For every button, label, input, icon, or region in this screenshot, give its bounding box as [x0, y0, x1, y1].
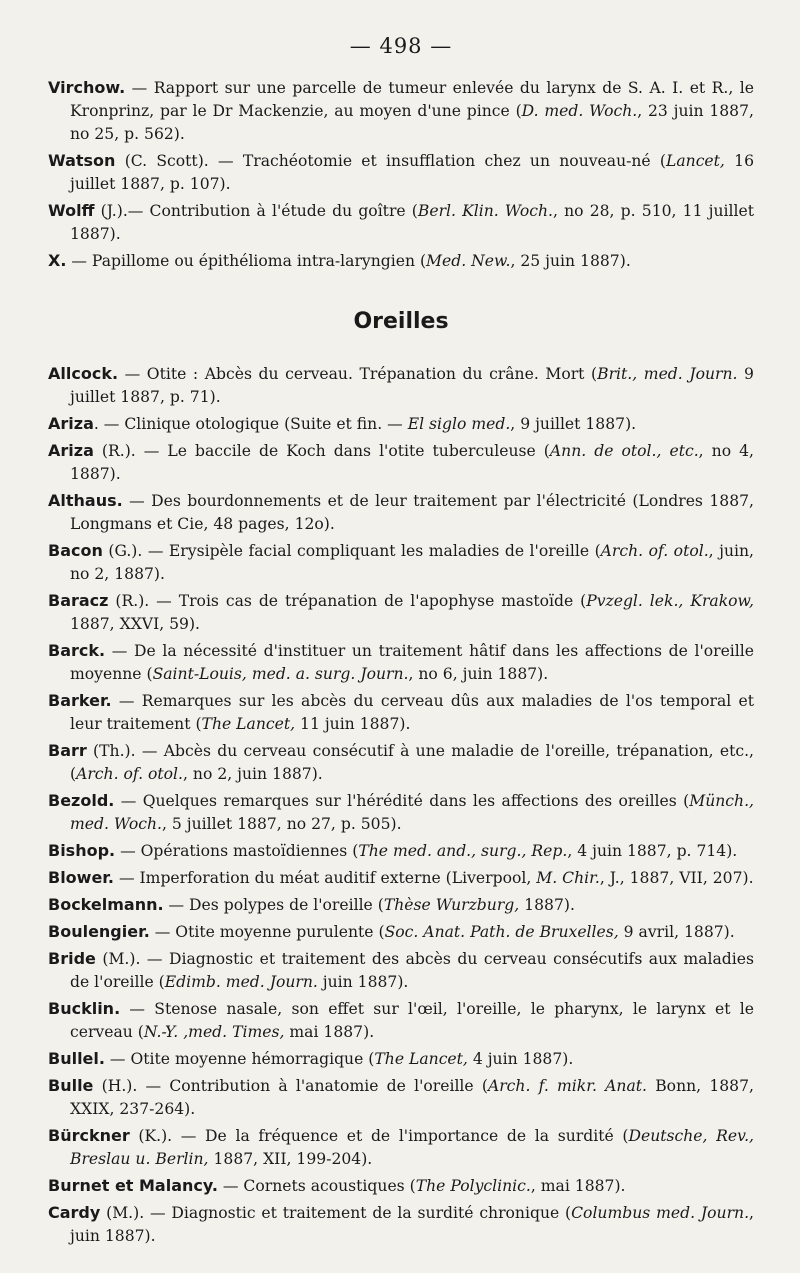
bibliography-entry	[48, 789, 754, 836]
entry-text: , 5 juillet 1887, no 27, p. 505).	[162, 815, 402, 833]
bibliography-entry	[48, 893, 754, 917]
bibliography-entry	[48, 997, 754, 1044]
entry-text: . — Clinique otologique (Suite et fin. —	[93, 415, 408, 433]
entry-source: Deutsche, Rev., Breslau u. Berlin,	[70, 1127, 754, 1168]
entry-text: — Otite moyenne hémorragique (	[104, 1050, 375, 1068]
entry-source: Brit., med. Journ.	[597, 365, 738, 383]
entry-author: Barker.	[48, 691, 112, 710]
entry-source: Thèse Wurzburg,	[383, 896, 520, 914]
entry-text: (C. Scott). — Trachéotomie et insufflation chez un nouveau-né (	[115, 152, 666, 170]
entry-text: mai 1887).	[284, 1023, 375, 1041]
entry-text: (R.). — Le baccile de Koch dans l'otite tuberculeuse (	[93, 442, 550, 460]
bibliography-entry	[48, 489, 754, 536]
entry-author: Bezold.	[48, 791, 115, 810]
bibliography-list-top	[48, 76, 754, 273]
entry-text: (R.). — Trois cas de trépanation de l'apophyse mastoïde (	[108, 592, 587, 610]
entry-text: — De la nécessité d'instituer un traitement hâtif dans les affections de l'oreille moyenne (	[70, 642, 754, 683]
entry-text: , mai 1887).	[530, 1177, 626, 1195]
entry-text: , J., 1887, VII, 207).	[599, 869, 754, 887]
entry-author: Watson	[48, 151, 116, 170]
entry-text: , juin 1887).	[70, 1204, 754, 1245]
bibliography-entry	[48, 1124, 754, 1171]
entry-text: , no 28, p. 510, 11 juillet 1887).	[70, 202, 754, 243]
entry-author: Wolff	[48, 201, 95, 220]
entry-author: Boulengier.	[48, 922, 150, 941]
entry-author: Cardy	[48, 1203, 101, 1222]
entry-author: Burnet et Malancy.	[48, 1176, 218, 1195]
bibliography-entry	[48, 639, 754, 686]
entry-text: (Th.). — Abcès du cerveau consécutif à une maladie de l'oreille, trépanation, etc., (	[70, 742, 754, 783]
entry-text: , no 6, juin 1887).	[408, 665, 549, 683]
bibliography-entry	[48, 539, 754, 586]
entry-source: The Lancet,	[374, 1050, 468, 1068]
entry-text: 1887).	[519, 896, 575, 914]
entry-text: — Remarques sur les abcès du cerveau dûs aux maladies de l'os temporal et leur traitement (	[70, 692, 754, 733]
bibliography-entry	[48, 76, 754, 146]
bibliography-entry	[48, 249, 754, 273]
entry-text: 9 avril, 1887).	[618, 923, 735, 941]
entry-author: Blower.	[48, 868, 114, 887]
entry-source: Soc. Anat. Path. de Bruxelles,	[384, 923, 619, 941]
entry-text: 16 juillet 1887, p. 107).	[70, 152, 754, 193]
entry-text: — Imperforation du méat auditif externe (Liverpool,	[114, 869, 537, 887]
entry-source: El siglo med.	[407, 415, 511, 433]
entry-source: Arch. of. otol.	[76, 765, 184, 783]
entry-text: (M.). — Diagnostic et traitement de la surdité chronique (	[100, 1204, 572, 1222]
entry-source: Edimb. med. Journ.	[164, 973, 318, 991]
entry-text: , 9 juillet 1887).	[510, 415, 637, 433]
entry-author: Bullel.	[48, 1049, 105, 1068]
entry-author: Althaus.	[48, 491, 123, 510]
entry-source: N.-Y. ,med. Times,	[143, 1023, 285, 1041]
entry-author: Barr	[48, 741, 87, 760]
entry-author: Bishop.	[48, 841, 116, 860]
entry-source: Columbus med. Journ.	[571, 1204, 750, 1222]
entry-author: Allcock.	[48, 364, 119, 383]
entry-text: , 23 juin 1887, no 25, p. 562).	[70, 102, 754, 143]
entry-text: (H.). — Contribution à l'anatomie de l'oreille (	[93, 1077, 488, 1095]
entry-text: (J.).— Contribution à l'étude du goître (	[94, 202, 418, 220]
entry-text: — Papillome ou épithélioma intra-laryngien (	[66, 252, 427, 270]
bibliography-entry	[48, 866, 754, 890]
entry-text: — Otite : Abcès du cerveau. Trépanation du crâne. Mort (	[118, 365, 598, 383]
entry-text: 4 juin 1887).	[467, 1050, 574, 1068]
bibliography-entry	[48, 439, 754, 486]
entry-author: Barck.	[48, 641, 106, 660]
bibliography-entry	[48, 589, 754, 636]
entry-source: Lancet,	[666, 152, 725, 170]
bibliography-entry	[48, 839, 754, 863]
entry-author: Bucklin.	[48, 999, 121, 1018]
entry-source: Saint-Louis, med. a. surg. Journ.	[152, 665, 409, 683]
entry-text: juin 1887).	[317, 973, 409, 991]
entry-source: The Lancet,	[201, 715, 296, 733]
entry-text: — Stenose nasale, son effet sur l'œil, l'oreille, le pharynx, le larynx et le cerveau (	[70, 1000, 754, 1041]
entry-text: — Otite moyenne purulente (	[149, 923, 385, 941]
bibliography-entry	[48, 1201, 754, 1248]
bibliography-list-oreilles	[48, 362, 754, 1248]
entry-text: (G.). — Erysipèle facial compliquant les maladies de l'oreille (	[102, 542, 601, 560]
entry-author: Ariza	[48, 414, 94, 433]
entry-source: Berl. Klin. Woch.	[417, 202, 553, 220]
entry-author: Baracz	[48, 591, 109, 610]
entry-text: — Des bourdonnements et de leur traitement par l'électricité (Londres 1887, Longmans et Cie, 48 pages, 12o).	[70, 492, 754, 533]
entry-text: 1887, XXVI, 59).	[70, 615, 201, 633]
bibliography-entry	[48, 920, 754, 944]
entry-text: , no 2, juin 1887).	[183, 765, 323, 783]
entry-text: , 4 juin 1887, p. 714).	[567, 842, 738, 860]
bibliography-entry	[48, 1074, 754, 1121]
entry-author: Virchow.	[48, 78, 126, 97]
entry-author: Bacon	[48, 541, 103, 560]
entry-text: — Quelques remarques sur l'hérédité dans les affections des oreilles (	[114, 792, 690, 810]
entry-source: The Polyclinic.	[415, 1177, 531, 1195]
entry-author: Ariza	[48, 441, 94, 460]
entry-source: Arch. of. otol.	[600, 542, 709, 560]
entry-source: Arch. f. mikr. Anat.	[487, 1077, 647, 1095]
entry-author: Bulle	[48, 1076, 94, 1095]
bibliography-entry	[48, 947, 754, 994]
entry-text: — Cornets acoustiques (	[217, 1177, 416, 1195]
bibliography-entry	[48, 1047, 754, 1071]
entry-text: — Opérations mastoïdiennes (	[115, 842, 359, 860]
bibliography-entry	[48, 149, 754, 196]
entry-text: — Des polypes de l'oreille (	[163, 896, 384, 914]
bibliography-entry	[48, 362, 754, 409]
entry-author: Bürckner	[48, 1126, 130, 1145]
entry-author: Bride	[48, 949, 96, 968]
entry-text: — Rapport sur une parcelle de tumeur enlevée du larynx de S. A. I. et R., le Kronprinz, par le Dr Mackenzie, au moyen d'une pince (	[70, 79, 754, 120]
entry-source: Pvzegl. lek., Krakow,	[586, 592, 755, 610]
entry-source: M. Chir.	[536, 869, 600, 887]
entry-text: , no 4, 1887).	[70, 442, 755, 483]
entry-text: Bonn, 1887, XXIX, 237-264).	[70, 1077, 754, 1118]
entry-text: 9 juillet 1887, p. 71).	[70, 365, 754, 406]
entry-source: The med. and., surg., Rep.	[358, 842, 568, 860]
bibliography-entry	[48, 689, 754, 736]
bibliography-entry	[48, 199, 754, 246]
bibliography-entry	[48, 412, 754, 436]
entry-text: 1887, XII, 199-204).	[208, 1150, 373, 1168]
entry-text: , 25 juin 1887).	[510, 252, 631, 270]
entry-source: Ann. de otol., etc.	[549, 442, 699, 460]
bibliography-entry	[48, 739, 754, 786]
entry-source: Med. New.	[426, 252, 511, 270]
entry-text: (K.). — De la fréquence et de l'importance de la surdité (	[129, 1127, 629, 1145]
entry-source: Münch., med. Woch.	[70, 792, 754, 833]
entry-author: Bockelmann.	[48, 895, 164, 914]
entry-text: 11 juin 1887).	[295, 715, 411, 733]
entry-text: , juin, no 2, 1887).	[70, 542, 754, 583]
entry-source: D. med. Woch.	[521, 102, 638, 120]
section-heading: Oreilles	[353, 309, 449, 334]
bibliography-entry	[48, 1174, 754, 1198]
entry-text: (M.). — Diagnostic et traitement des abcès du cerveau consécutifs aux maladies de l'oreille (	[70, 950, 754, 991]
entry-author: X.	[48, 251, 67, 270]
page-number: — 498 —	[349, 34, 453, 58]
